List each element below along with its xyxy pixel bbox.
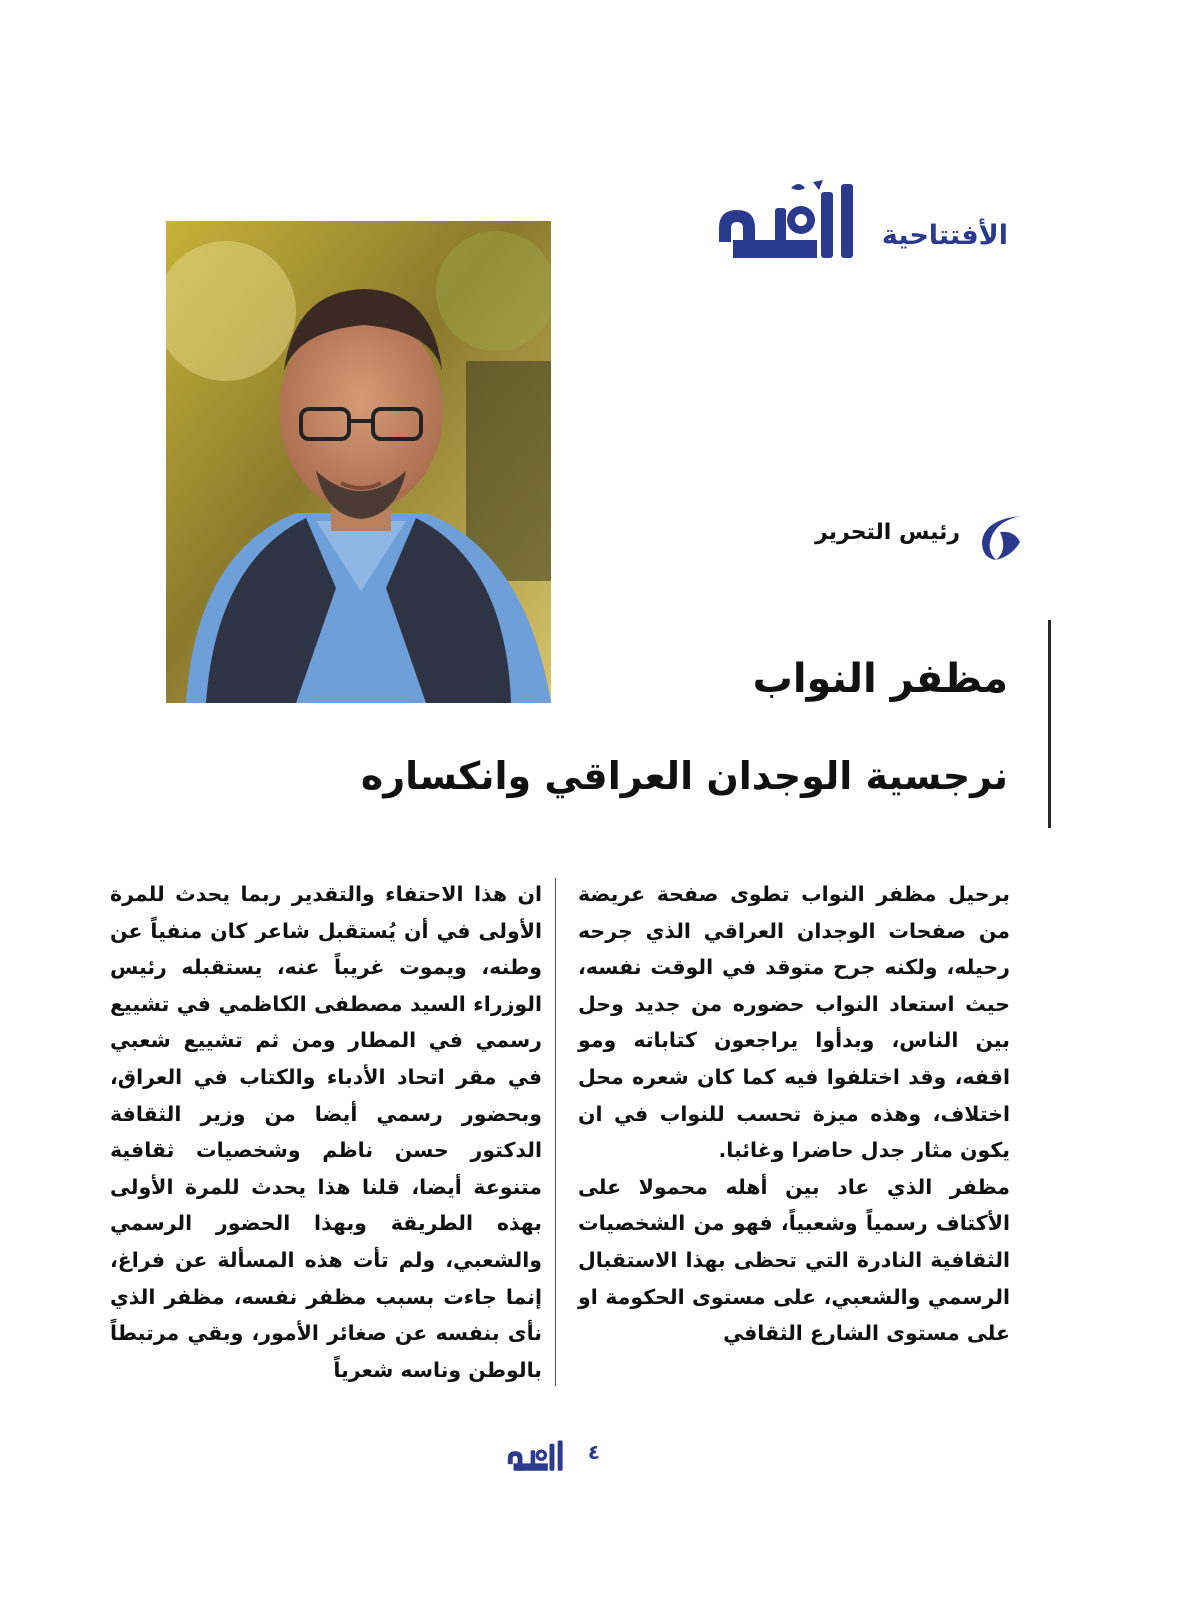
masthead	[708, 178, 1008, 268]
footer-logo	[500, 1438, 572, 1474]
portrait-photo-icon	[166, 221, 551, 703]
article-paragraph: مظفر الذي عاد بين أهله محمولا على الأكتاف رسمياً وشعبياً، فهو من الشخصيات الثقافية النادرة التي تحظى بهذا الاستقبال الرسمي والشعبي، على مستوى الحكومة او على مستوى الشارع الثقافي	[578, 1174, 1010, 1346]
article-paragraph: برحيل مظفر النواب تطوى صفحة عريضة من صفحات الوجدان العراقي الذي جرحه رحيله، ولكنه جرح متوقد في الوقت نفسه، حيث استعاد النواب حضوره من جديد وحل بين الناس، وبدأوا يراجعون كتاباته ومو اقفه، وقد اختلفوا فيه كما كان شعره محل اختلاف، وهذه ميزة تحسب للنواب في ان يكون مثار جدل حاضرا وغائبا.	[578, 882, 1010, 1163]
headline-rule	[1048, 620, 1051, 828]
pen-nib-icon	[980, 512, 1026, 562]
article-column-right	[578, 876, 1010, 1352]
headline: مظفر النواب	[752, 656, 1008, 702]
author-photo	[166, 221, 551, 703]
page-number: ٤	[587, 1440, 600, 1464]
byline	[806, 512, 1026, 562]
article-column-left	[110, 876, 542, 1388]
column-divider	[555, 878, 556, 1386]
footer-logo-icon	[500, 1438, 572, 1474]
author-role: رئيس التحرير	[815, 520, 960, 545]
subheadline: نرجسية الوجدان العراقي وانكساره	[360, 754, 1008, 798]
article-paragraph: ان هذا الاحتفاء والتقدير ربما يحدث للمرة الأولى في أن يُستقبل شاعر كان منفياً عن وطنه، ويموت غريباً عنه، يستقبله رئيس الوزراء السيد مصطفى الكاظمي في تشييع رسمي في المطار ومن ثم تشييع شعبي في مقر اتحاد الأدباء والكتاب في العراق، وبحضور رسمي أيضا من وزير الثقافة الدكتور حسن ناظم وشخصيات ثقافية متنوعة أيضا، قلنا هذا يحدث للمرة الأولى بهذه الطريقة وبهذا الحضور الرسمي والشعبي، ولم تأت هذه المسألة عن فراغ، إنما جاءت بسبب مظفر نفسه، مظفر الذي نأى بنفسه عن صغائر الأمور، وبقي مرتبطاً بالوطن وناسه شعرياً	[110, 882, 542, 1382]
section-label: الأفتتاحية	[881, 220, 1008, 251]
brand-logo	[713, 178, 863, 266]
brand-logo-icon	[713, 178, 863, 266]
page-footer	[500, 1438, 600, 1474]
